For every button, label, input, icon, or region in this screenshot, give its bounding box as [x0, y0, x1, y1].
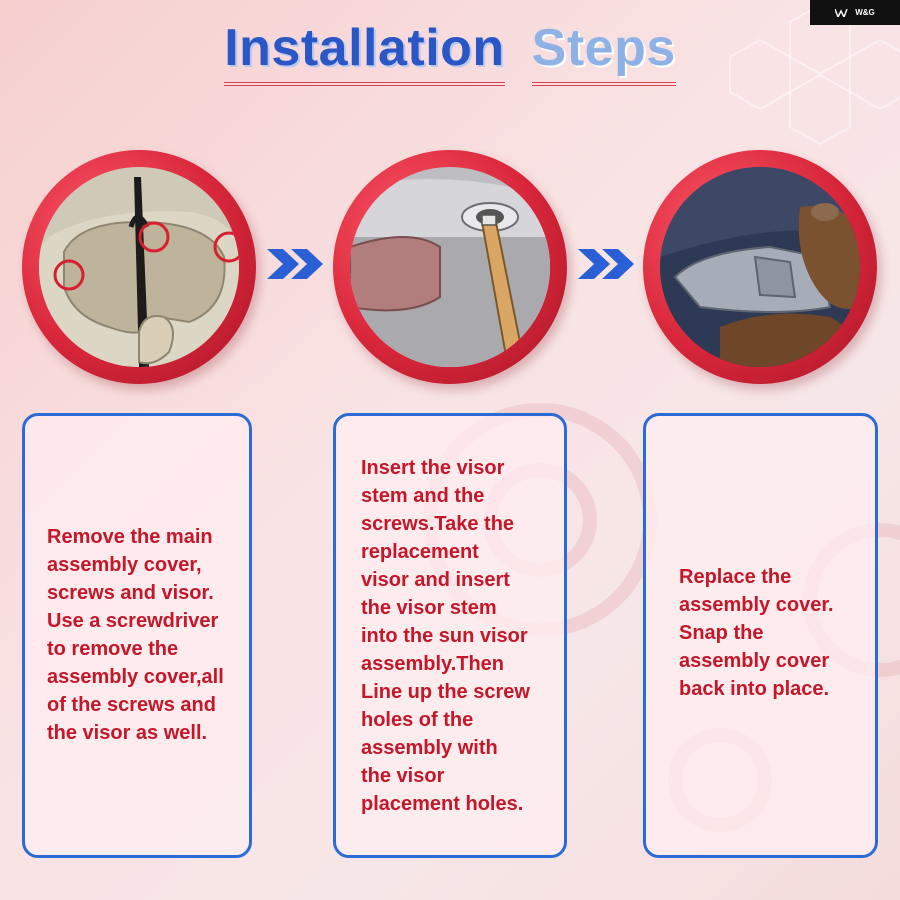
title-word-1: Installation — [224, 18, 504, 86]
step-3-card — [643, 413, 878, 858]
page-title — [0, 18, 900, 86]
step-2-card — [333, 413, 567, 858]
step-3-image-frame — [643, 150, 877, 384]
brand-text: W&G — [855, 8, 875, 17]
insert-screw-photo-icon — [350, 167, 550, 367]
snap-cover-photo-icon — [660, 167, 860, 367]
step-1-card — [22, 413, 252, 858]
step-2-text: Insert the visor stem and the screws.Take the replacement visor and insert the visor stem into the sun visor assembly.Then Line up the screw holes of the assembly with the visor placement holes. — [361, 456, 530, 815]
step-1-image-frame — [22, 150, 256, 384]
step-3-text: Replace the assembly cover. Snap the assembly cover back into place. — [679, 565, 834, 700]
step-2-image-frame — [333, 150, 567, 384]
brand-mark-icon — [835, 9, 851, 17]
remove-cover-photo-icon — [39, 167, 239, 367]
step-1-text: Remove the main assembly cover, screws and visor. Use a screwdriver to remove the assembly cover,all of the screws and the visor as well. — [47, 525, 224, 744]
next-arrow-icon — [265, 247, 325, 281]
title-word-2: Steps — [532, 18, 676, 86]
next-arrow-icon — [576, 247, 636, 281]
